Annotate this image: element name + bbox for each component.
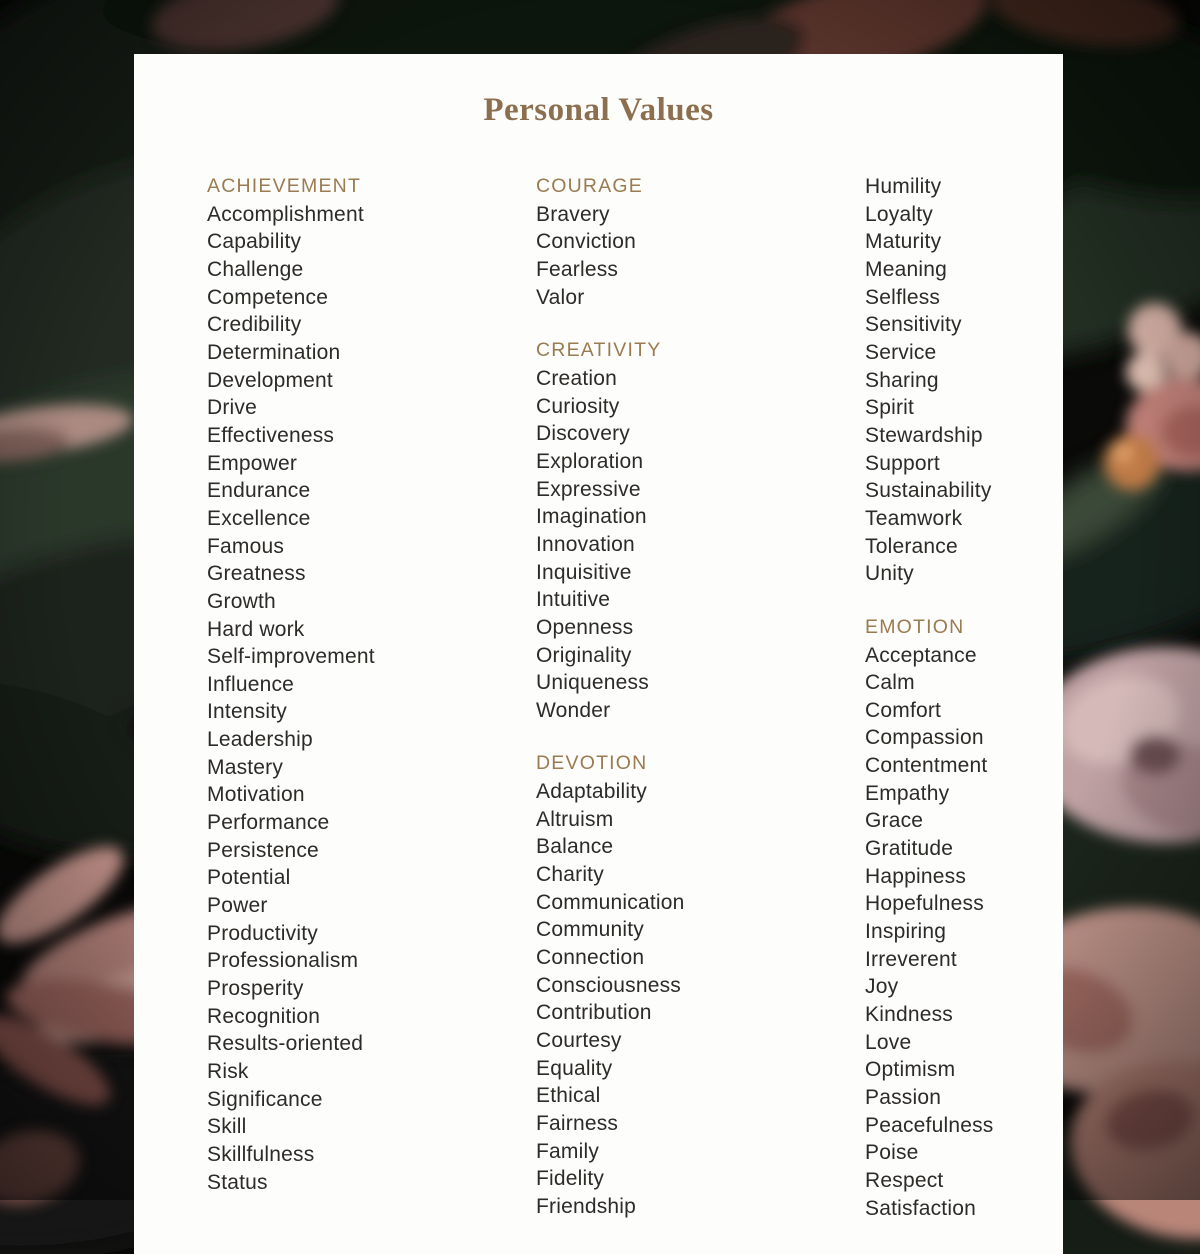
value-item: Peacefulness [865, 1113, 994, 1137]
value-item: Sharing [865, 368, 939, 392]
section-header: COURAGE [536, 175, 643, 197]
value-item: Fairness [536, 1112, 619, 1135]
value-item: Selfless [865, 285, 941, 309]
value-item: Charity [536, 863, 604, 887]
value-item: Exploration [536, 449, 644, 473]
value-item: Contribution [536, 1001, 652, 1025]
value-item: Happiness [865, 864, 967, 888]
value-item: Uniqueness [536, 671, 649, 695]
value-item: Adaptability [536, 780, 647, 804]
value-item: Prosperity [207, 977, 304, 1001]
values-section [865, 614, 1194, 1222]
value-item: Stewardship [865, 423, 983, 447]
value-item: Growth [207, 589, 276, 613]
value-item: Wonder [536, 698, 611, 722]
value-item: Loyalty [865, 202, 933, 226]
value-item: Joy [865, 975, 899, 999]
value-item: Challenge [207, 257, 304, 281]
value-item: Acceptance [865, 643, 977, 667]
value-item: Equality [536, 1056, 613, 1080]
value-item: Professionalism [207, 949, 359, 973]
value-item: Compassion [865, 726, 984, 750]
value-item: Irreverent [865, 947, 957, 971]
value-item: Fidelity [536, 1167, 605, 1191]
value-item: Competence [207, 285, 329, 309]
value-item: Endurance [207, 479, 311, 503]
values-section [207, 173, 536, 1196]
value-item: Determination [207, 340, 341, 364]
value-item: Hard work [207, 617, 305, 641]
value-item: Inspiring [865, 920, 947, 944]
value-item: Gratitude [865, 837, 954, 861]
value-item: Calm [865, 671, 915, 695]
value-item: Development [207, 368, 333, 392]
value-item: Greatness [207, 562, 306, 586]
value-item: Community [536, 918, 644, 942]
value-item: Status [207, 1170, 268, 1194]
value-item: Maturity [865, 230, 942, 254]
value-item: Empower [207, 451, 298, 475]
value-item: Motivation [207, 783, 305, 807]
value-item: Poise [865, 1141, 919, 1165]
value-item: Balance [536, 835, 614, 859]
value-item: Productivity [207, 921, 318, 945]
value-item: Altruism [536, 807, 614, 831]
value-item: Service [865, 340, 937, 364]
value-item: Family [536, 1139, 600, 1163]
value-item: Persistence [207, 838, 319, 862]
value-item: Risk [207, 1060, 249, 1083]
values-column [865, 173, 1194, 1222]
value-item: Self-improvement [207, 645, 375, 669]
value-item: Hopefulness [865, 892, 984, 916]
value-item: Accomplishment [207, 202, 364, 226]
value-item: Conviction [536, 230, 637, 254]
value-item: Satisfaction [865, 1196, 976, 1220]
value-item: Recognition [207, 1004, 321, 1028]
value-item: Innovation [536, 532, 635, 556]
value-item: Influence [207, 672, 295, 696]
section-header: ACHIEVEMENT [207, 175, 362, 197]
columns-row [134, 173, 1063, 1222]
value-item: Curiosity [536, 394, 620, 418]
section-header: CREATIVITY [536, 339, 662, 362]
value-item: Kindness [865, 1003, 953, 1027]
value-item: Originality [536, 643, 632, 667]
value-item: Unity [865, 562, 914, 586]
value-item: Courtesy [536, 1029, 622, 1053]
value-item: Mastery [207, 755, 284, 779]
value-item: Effectiveness [207, 423, 335, 447]
values-section [536, 337, 865, 724]
value-item: Excellence [207, 506, 311, 530]
value-item: Comfort [865, 698, 942, 722]
value-item: Imagination [536, 505, 647, 529]
value-item: Openness [536, 615, 634, 639]
value-item: Expressive [536, 477, 641, 501]
value-item: Skillfulness [207, 1142, 315, 1166]
value-item: Optimism [865, 1058, 956, 1082]
value-item: Drive [207, 396, 258, 420]
value-item: Humility [865, 175, 942, 198]
value-item: Skill [207, 1115, 247, 1139]
value-item: Bravery [536, 202, 610, 226]
value-item: Grace [865, 809, 924, 833]
values-section [536, 173, 865, 311]
value-item: Consciousness [536, 973, 682, 997]
value-item: Intuitive [536, 588, 611, 612]
value-item: Teamwork [865, 506, 963, 530]
section-header: DEVOTION [536, 752, 648, 775]
value-item: Creation [536, 366, 617, 390]
value-item: Credibility [207, 313, 302, 337]
page-title: Personal Values [483, 92, 714, 128]
value-item: Performance [207, 811, 330, 835]
value-item: Significance [207, 1087, 323, 1111]
value-item: Discovery [536, 422, 630, 446]
value-item: Leadership [207, 728, 313, 752]
values-card [134, 54, 1063, 1254]
value-item: Spirit [865, 396, 915, 420]
value-item: Empathy [865, 781, 950, 805]
value-item: Connection [536, 946, 645, 970]
value-item: Capability [207, 230, 302, 254]
value-item: Respect [865, 1168, 944, 1192]
value-item: Love [865, 1030, 912, 1054]
values-section [865, 173, 1194, 588]
value-item: Valor [536, 285, 585, 309]
value-item: Intensity [207, 700, 288, 724]
value-item: Communication [536, 890, 685, 914]
value-item: Power [207, 894, 268, 918]
value-item: Meaning [865, 257, 947, 281]
value-item: Contentment [865, 754, 988, 778]
value-item: Support [865, 451, 940, 475]
section-header: EMOTION [865, 615, 965, 638]
value-item: Inquisitive [536, 560, 632, 584]
value-item: Ethical [536, 1084, 601, 1108]
values-section [536, 750, 865, 1220]
value-item: Results-oriented [207, 1032, 364, 1056]
value-item: Potential [207, 866, 291, 890]
values-column [536, 173, 865, 1222]
value-item: Sensitivity [865, 313, 962, 337]
value-item: Tolerance [865, 534, 958, 558]
value-item: Passion [865, 1086, 942, 1109]
value-item: Sustainability [865, 479, 992, 503]
value-item: Friendship [536, 1194, 637, 1218]
value-item: Fearless [536, 257, 619, 281]
value-item: Famous [207, 534, 285, 558]
values-column [207, 173, 536, 1222]
